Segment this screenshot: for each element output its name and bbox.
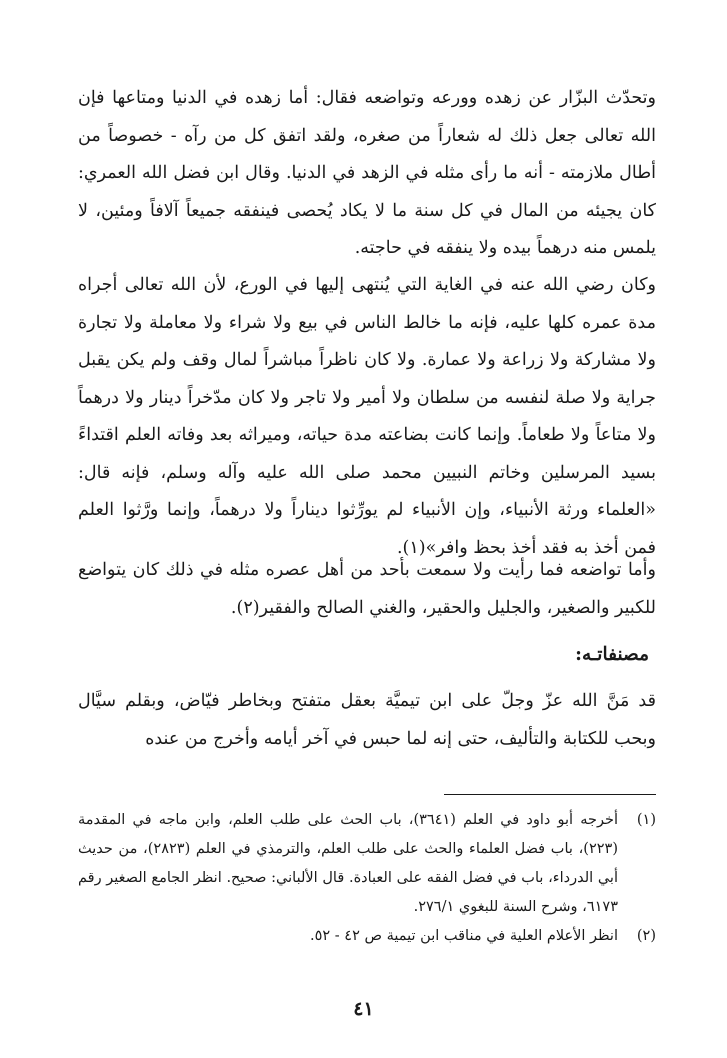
paragraph-text: وكان رضي الله عنه في الغاية التي يُنتهى إليها في الورع، لأن الله تعالى أجراه مدة عمره كلها عليه، فإنه ما خالط الناس في بيع ولا شراء ولا معاملة ولا تجارة ولا مشاركة ولا زراعة ولا عمارة. ولا كان ناظراً مباشراً لمال وقف ولم يكن يقبل جراية ولا صلة لنفسه من سلطان ولا أمير ولا تاجر ولا كان مدّخراً دينار ولا درهماً ولا متاعاً ولا طعاماً. وإنما كانت بضاعته مدة حياته، وميراثه بعد وفاته العلم اقتداءً بسيد المرسلين وخاتم النبيين محمد صلى الله عليه وآله وسلم، فإنه قال: «العلماء ورثة الأنبياء، وإن الأنبياء لم يورِّثوا ديناراً ولا درهماً، وإنما ورَّثوا العلم فمن أخذ به فقد أخذ بحظ وافر»(١). <box>78 275 656 558</box>
footnote-text: أخرجه أبو داود في العلم (٣٦٤١)، باب الحث على طلب العلم، وابن ماجه في المقدمة (٢٢٣)، باب فضل العلماء والحث على طلب العلم، والترمذي في العلم (٢٨٢٣)، من حديث أبي الدرداء، باب في فضل الفقه على العبادة. قال الألباني: صحيح. انظر الجامع الصغير رقم ٦١٧٣، وشرح السنة للبغوي ٢٧٦/١. <box>78 812 618 915</box>
footnote-divider <box>444 794 656 795</box>
footnotes <box>78 806 656 951</box>
paragraph-asceticism <box>78 80 656 268</box>
paragraph-text: وأما تواضعه فما رأيت ولا سمعت بأحد من أهل عصره مثله في ذلك كان يتواضع للكبير والصغير، والجليل والحقير، والغني الصالح والفقير(٢). <box>78 560 656 618</box>
page-number: ٤١ <box>353 998 374 1020</box>
footnote-1 <box>78 806 656 922</box>
footnote-number: (١) <box>636 812 656 828</box>
paragraph-piety <box>78 267 656 567</box>
paragraph-text: قد مَنَّ الله عزّ وجلّ على ابن تيميَّة بعقل متفتح وبخاطر فيّاض، وبقلم سيَّال وبحب للكتابة والتأليف، حتى إنه لما حبس في آخر أيامه وأخرج من عنده <box>78 691 656 749</box>
footnote-2 <box>78 922 656 951</box>
section-heading: مصنفاتـه: <box>575 644 649 665</box>
paragraph-humility <box>78 552 656 627</box>
footnote-number: (٢) <box>636 928 656 944</box>
paragraph-writings <box>78 683 656 758</box>
footnote-text: انظر الأعلام العلية في مناقب ابن تيمية ص ٤٢ - ٥٢. <box>309 928 618 944</box>
paragraph-text: وتحدّث البزّار عن زهده وورعه وتواضعه فقال: أما زهده في الدنيا ومتاعها فإن الله تعالى جعل ذلك له شعاراً من صغره، ولقد اتفق كل من رآه - خصوصاً من أطال ملازمته - أنه ما رأى مثله في الزهد في الدنيا. وقال ابن فضل الله العمري: كان يجيئه من المال في كل سنة ما لا يكاد يُحصى فينفقه جميعاً آلافاً ومئين، لا يلمس منه درهماً بيده ولا ينفقه في حاجته. <box>78 88 656 258</box>
